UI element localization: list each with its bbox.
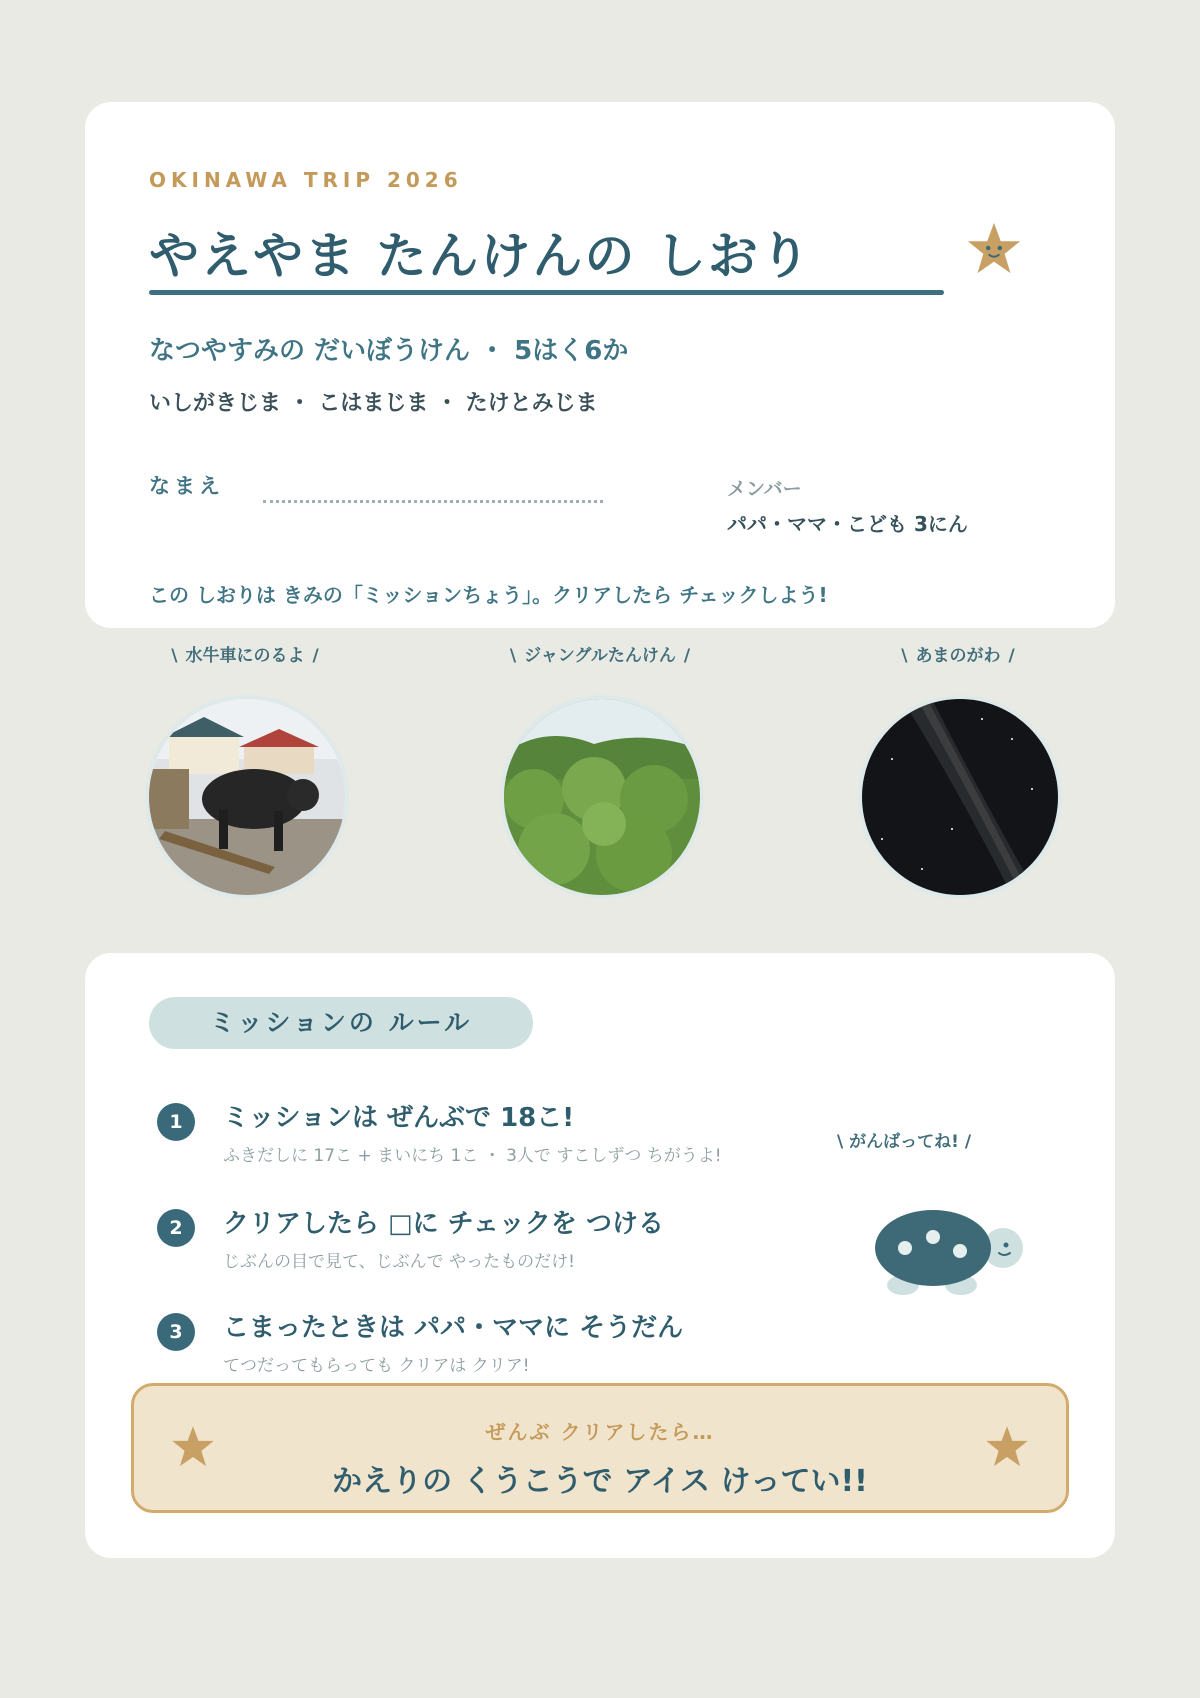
trip-subtitle: なつやすみの だいぼうけん ・ 5はく6か (149, 336, 629, 366)
reward-subtitle: ぜんぶ クリアしたら… (485, 1420, 715, 1444)
photo-label: 水牛車にのるよ (185, 646, 305, 666)
jungle-photo (500, 695, 704, 899)
eyebrow-text: OKINAWA TRIP 2026 (149, 168, 463, 192)
islands-list: いしがきじま ・ こはまじま ・ たけとみじま (149, 391, 598, 416)
milky-way-photo (858, 695, 1062, 899)
member-label: メンバー (727, 478, 802, 500)
rule-number: 2 (157, 1209, 195, 1247)
star-face-icon (965, 220, 1023, 278)
rule-number: 3 (157, 1313, 195, 1351)
member-value: パパ・ママ・こども 3にん (727, 512, 968, 536)
rules-title: ミッションの ルール (149, 997, 533, 1049)
photo-label: あまのがわ (915, 646, 1001, 666)
photo-milky-way: \ あまのがわ / (848, 641, 1068, 897)
cover-card (85, 102, 1115, 628)
cheer-bubble: \ がんばってね! / (837, 1132, 972, 1152)
reward-text: かえりの くうこうで アイス けってい!! (332, 1464, 868, 1499)
photo-buffalo-cart: \ 水牛車にのるよ / (135, 641, 355, 897)
photo-label: ジャングルたんけん (524, 646, 676, 666)
rule-heading: こまったときは パパ・ママに そうだん (223, 1313, 684, 1343)
water-buffalo-cart-photo (145, 695, 349, 899)
name-label: なまえ (149, 474, 224, 498)
rule-heading: ミッションは ぜんぶで 18こ! (223, 1103, 575, 1133)
rule-detail: てつだってもらっても クリアは クリア! (223, 1356, 530, 1376)
reward-banner (131, 1383, 1069, 1513)
page-title: やえやま たんけんの しおり (149, 227, 812, 285)
turtle-icon (873, 1203, 1023, 1303)
name-field[interactable] (263, 500, 603, 503)
photo-jungle: \ ジャングルたんけん / (490, 641, 710, 897)
rules-card (85, 953, 1115, 1558)
rule-number: 1 (157, 1103, 195, 1141)
rule-heading: クリアしたら □に チェックを つける (223, 1209, 664, 1239)
intro-note: この しおりは きみの「ミッションちょう」。クリアしたら チェックしよう! (149, 583, 828, 607)
title-underline (149, 290, 944, 295)
rule-detail: ふきだしに 17こ + まいにち 1こ ・ 3人で すこしずつ ちがうよ! (223, 1146, 722, 1166)
rule-detail: じぶんの目で見て、じぶんで やったものだけ! (223, 1252, 575, 1272)
cheer-text: がんばってね! (849, 1132, 959, 1152)
star-icon (984, 1424, 1030, 1470)
